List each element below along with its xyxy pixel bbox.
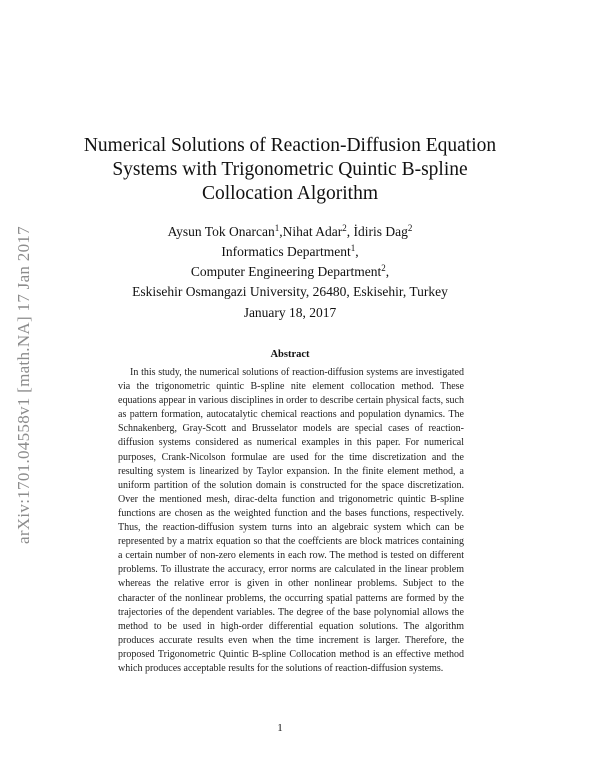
affiliation-mark: 1	[274, 223, 280, 233]
department-name: Computer Engineering Department	[190, 264, 382, 279]
abstract-text: In this study, the numerical solutions of reaction-diffusion systems are investigated via the trigonometric quintic B-spline nite element collocation method. These equations appear in various disciplines in order to describe certain physical facts, such as pattern formation, autocatalytic chemical reactions and population dynamics. The Schnakenberg, Gray-Scott and Brusselator models are special cases of reaction-diffusion systems considered as numerical examples in this paper. For numerical purposes, Crank-Nicolson formulae are used for the time discretization and the resulting system is linearized by Taylor expansion. In the finite element method, a uniform partition of the solution domain is constructed for the space discretization. Over the mentioned mesh, dirac-delta function and trigonometric quintic B-spline functions are chosen as the weighted function and the bases functions, respectively. Thus, the reaction-diffusion system turns into an algebraic system which can be represented by a matrix equation so that the coeffcients are block matrices containing a certain number of non-zero elements in each row. The method is tested on different problems. To illustrate the accuracy, error norms are calculated in the linear problem whereas the relative error is given in other nonlinear problems. Subject to the character of the nonlinear problems, the occurring spatial patterns are formed by the trajectories of the dependent variables. The degree of the base polynomial allows the method to be used in high-order differential equation solutions. The algorithm produces accurate results even when the time increment is larger. Therefore, the proposed Trigonometric Quintic B-spline Collocation method is an effective method which produces acceptable results for the solutions of reaction-diffusion systems.	[118, 367, 464, 674]
affiliation-mark: 2	[342, 223, 347, 233]
paper-title	[60, 134, 520, 206]
author-name: Nihat Adar	[282, 224, 343, 239]
affiliation-mark: 2	[407, 223, 413, 233]
title-line: Systems with Trigonometric Quintic B-spline	[112, 159, 468, 180]
author-name: İdiris Dag	[353, 224, 408, 239]
publication-date: January 18, 2017	[243, 305, 337, 320]
affiliation-line: Computer Engineering Department$^2$,	[190, 263, 390, 279]
affiliation-mark: 2	[381, 263, 386, 273]
title-line: Collocation Algorithm	[201, 183, 379, 204]
arxiv-identifier-text: arXiv:1701.04558v1 [math.NA] 17 Jan 2017	[14, 226, 33, 544]
arxiv-identifier-stamp	[14, 195, 34, 575]
author-block	[60, 222, 520, 302]
affiliation-mark: 1	[350, 243, 356, 253]
university-line: Eskisehir Osmangazi University, 26480, Eskisehir, Turkey	[132, 284, 448, 299]
author-name: Aysun Tok Onarcan	[167, 224, 275, 239]
affiliation-line: Informatics Department$^1$,	[221, 243, 359, 259]
page-number: 1	[277, 722, 283, 734]
title-line: Numerical Solutions of Reaction-Diffusion Equation	[83, 135, 497, 156]
author-names: Aysun Tok Onarcan$^1$,Nihat Adar$^2$, İdiris Dag$^2$	[167, 223, 413, 239]
abstract-heading: Abstract	[270, 349, 310, 360]
department-name: Informatics Department	[221, 244, 351, 259]
